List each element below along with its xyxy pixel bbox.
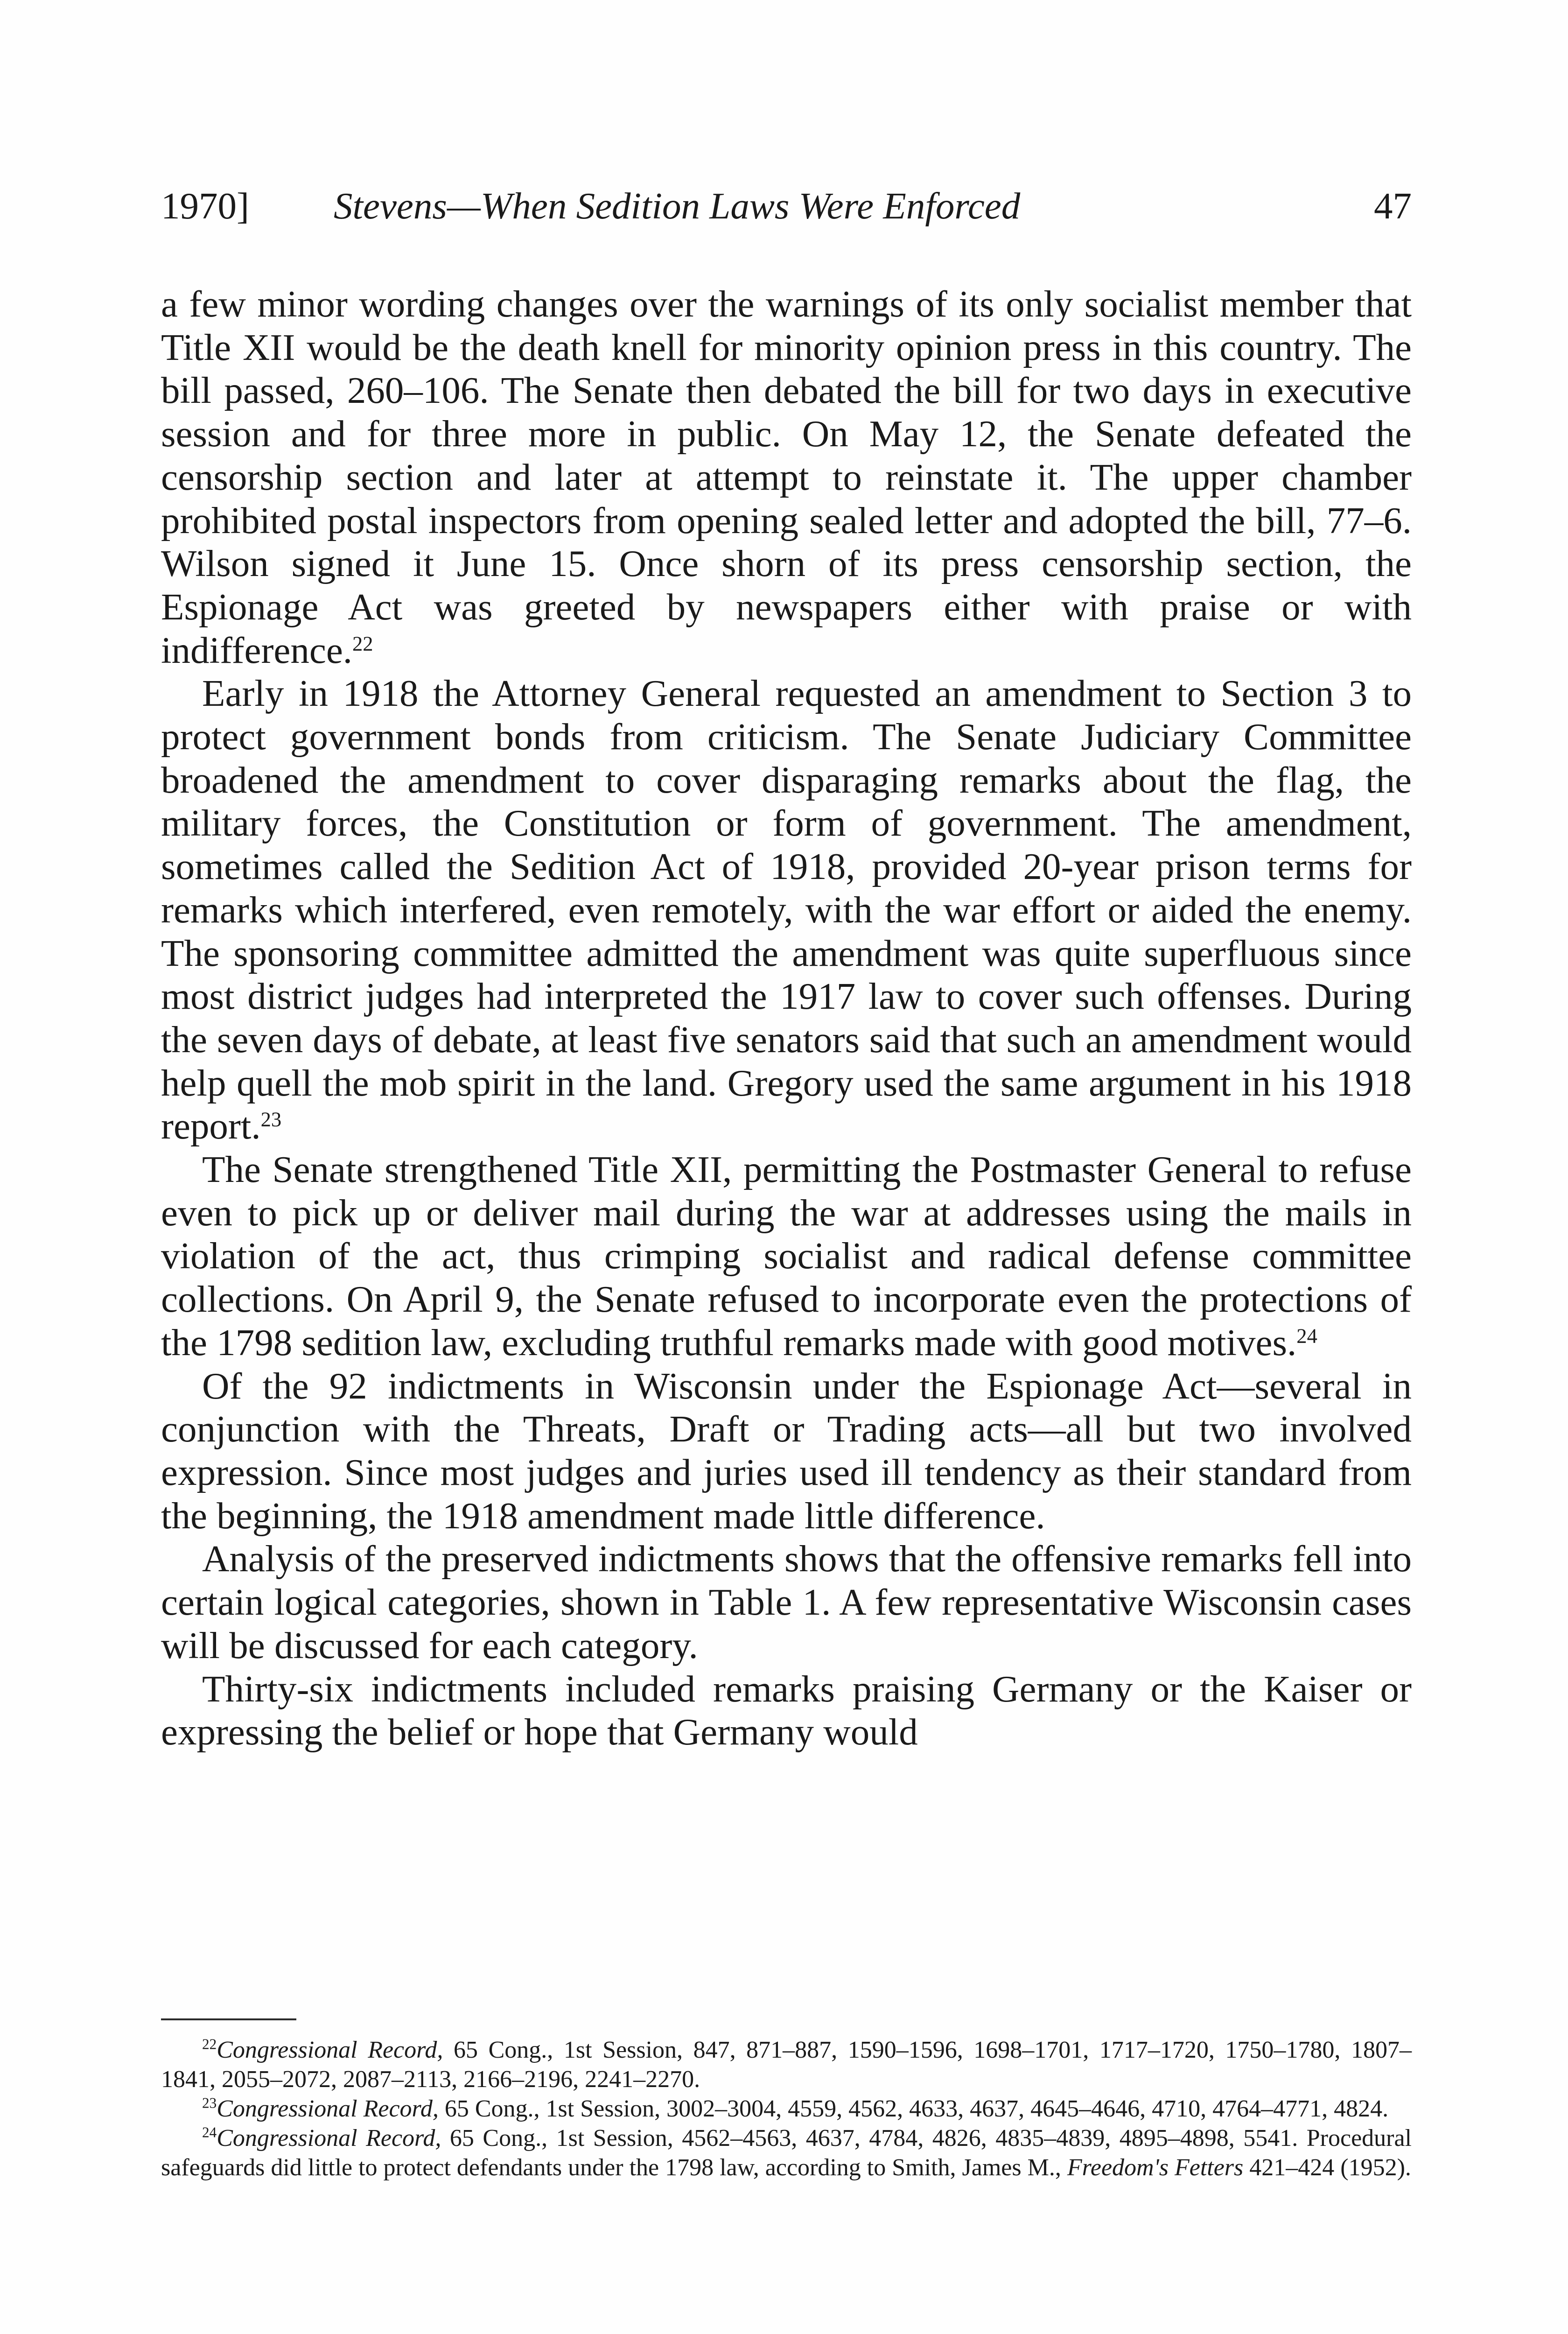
footnote-divider [161,2018,296,2020]
footnote-number: 24 [202,2124,217,2141]
paragraph: The Senate strengthened Title XII, permitting the Postmaster General to refuse even to pick up or deliver mail during the war at addresses using the mails in violation of the act, thus crimping socialist and radical defense committee collections. On April 9, the Senate refused to incorporate even the protections of the 1798 sedition law, excluding truthful remarks made with good motives.$^{24}$ [161,1148,1412,1364]
page-number: 47 [1374,185,1412,227]
footnote: $^{22}$Congressional Record, 65 Cong., 1st Session, 847, 871–887, 1590–1596, 1698–1701, 1717–1720, 1750–1780, 1807–1841, 2055–2072, 2087–2113, 2166–2196, 2241–2270. [161,2036,1412,2093]
paragraph: Thirty-six indictments included remarks praising Germany or the Kaiser or expressing the belief or hope that Germany would [161,1667,1412,1753]
footnote: $^{23}$Congressional Record, 65 Cong., 1st Session, 3002–3004, 4559, 4562, 4633, 4637, 4645–4646, 4710, 4764–4771, 4824. [202,2095,1389,2122]
header-year: 1970] [161,185,249,227]
header-title: Stevens—When Sedition Laws Were Enforced [334,185,1021,227]
paragraph: a few minor wording changes over the warnings of its only socialist member that Title XII would be the death knell for minority opinion press in this country. The bill passed, 260–106. The Senate then debated the bill for two days in executive session and for three more in public. On May 12, the Senate defeated the censorship section and later at attempt to reinstate it. The upper chamber prohibited postal inspectors from opening sealed letter and adopted the bill, 77–6. Wilson signed it June 15. Once shorn of its press censorship section, the Espionage Act was greeted by newspapers either with praise or with indifference.$^{22}$ [161,283,1412,671]
footnote-ref: 23 [260,1107,282,1131]
footnotes [161,2035,1412,2182]
running-header [161,184,1412,240]
footnote-ref: 24 [1296,1324,1317,1348]
paragraph: Early in 1918 the Attorney General requested an amendment to Section 3 to protect government bonds from criticism. The Senate Judiciary Committee broadened the amendment to cover disparaging remarks about the flag, the military forces, the Constitution or form of government. The amendment, sometimes called the Sedition Act of 1918, provided 20-year prison terms for remarks which interfered, even remotely, with the war effort or aided the enemy. The sponsoring committee admitted the amendment was quite superfluous since most district judges had interpreted the 1917 law to cover such offenses. During the seven days of debate, at least five senators said that such an amendment would help quell the mob spirit in the land. Gregory used the same argument in his 1918 report.$^{23}$ [161,672,1412,1147]
footnote-number: 22 [202,2036,217,2053]
body-text [161,282,1412,1754]
footnote-number: 23 [202,2095,217,2111]
footnote-ref: 22 [352,631,373,655]
footnote: $^{24}$Congressional Record, 65 Cong., 1st Session, 4562–4563, 4637, 4784, 4826, 4835–4839, 4895–4898, 5541. Procedural safeguards did little to protect defendants under the 1798 law, according to Smith, James M., Freedom's Fetters 421–424 (1952). [161,2124,1412,2181]
paragraph: Of the 92 indictments in Wisconsin under the Espionage Act—several in conjunction with the Threats, Draft or Trading acts—all but two involved expression. Since most judges and juries used ill tendency as their standard from the beginning, the 1918 amendment made little difference. [161,1364,1412,1537]
paragraph: Analysis of the preserved indictments shows that the offensive remarks fell into certain logical categories, shown in Table 1. A few representative Wisconsin cases will be discussed for each category. [161,1538,1412,1666]
